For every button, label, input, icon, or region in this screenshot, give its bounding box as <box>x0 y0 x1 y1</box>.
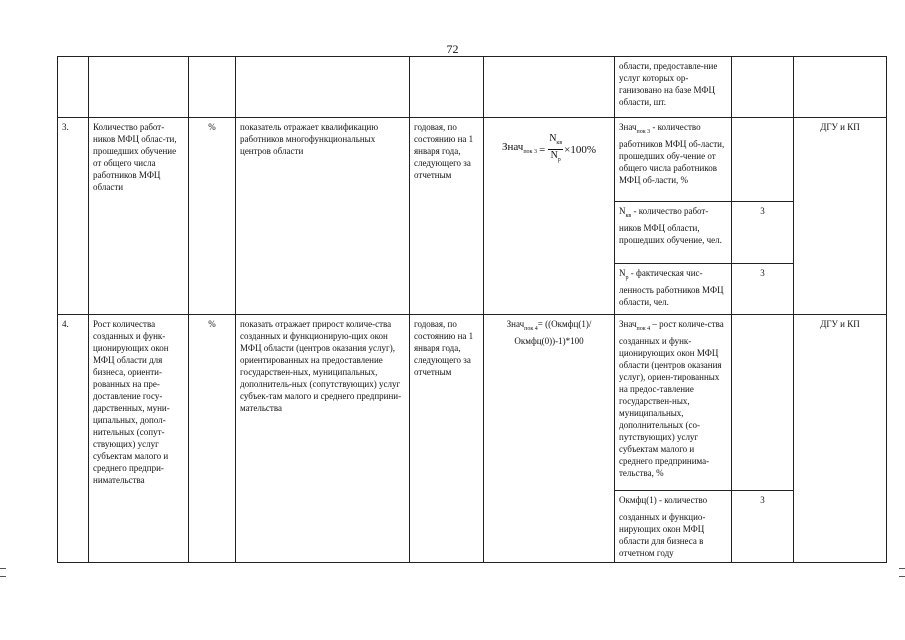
data-source: 3 <box>732 264 794 315</box>
data-source <box>732 118 794 202</box>
scan-edge-mark <box>0 568 6 569</box>
cell-responsible <box>794 57 887 118</box>
indicator-name: Количество работ-ников МФЦ облас-ти, прошедших обучение от общего числа работников МФЦ области <box>89 118 189 315</box>
indicator-name: Рост количества созданных и функ-ционирующих окон МФЦ области для бизнеса, ориенти-рованных на пре-доставление госу-дарственных, муни-ципальных, допол-нительных (сопут-ствующих) услуг субъектам малого и среднего предпри-нимательства <box>89 315 189 563</box>
data-source: 3 <box>732 491 794 563</box>
cell-variable-descr <box>615 57 732 118</box>
unit: % <box>189 315 236 563</box>
formula-fraction: $\frac{N_{кв}}{N_р}$ <box>549 133 563 163</box>
unit: % <box>189 118 236 315</box>
variable-description: $N_р$ - фактическая чис-ленность работников МФЦ области, чел. <box>615 264 732 315</box>
formula-cell <box>484 315 615 563</box>
table-row-4 <box>58 315 887 491</box>
scan-edge-mark <box>0 576 6 577</box>
table-row-3 <box>58 118 887 202</box>
periodicity: годовая, по состоянию на 1 января года, следующего за отчетным <box>410 118 484 315</box>
cell-num <box>58 57 89 118</box>
indicator-table <box>57 56 887 563</box>
row-number: 3. <box>58 118 89 315</box>
variable-description: Окмфц(1) - количество созданных и функцио-нирующих окон МФЦ области для бизнеса в отчетном году <box>615 491 732 563</box>
cell-meaning <box>236 57 410 118</box>
data-source: 3 <box>732 202 794 264</box>
periodicity: годовая, по состоянию на 1 января года, следующего за отчетным <box>410 315 484 563</box>
cell-unit <box>189 57 236 118</box>
cell-source <box>732 57 794 118</box>
cell-period <box>410 57 484 118</box>
indicator-meaning: показатель отражает квалификацию работников многофункциональных центров области <box>236 118 410 315</box>
cell-formula <box>484 57 615 118</box>
responsible: ДГУ и КП <box>794 118 887 315</box>
variable-description: Знач$_{пок 3}$ - количество работников МФЦ об-ласти, прошедших обу-чение от общего числа работников МФЦ об-ласти, % <box>615 118 732 202</box>
formula-cell <box>484 118 615 315</box>
indicator-meaning: показать отражает прирост количе-ства созданных и функционирую-щих окон МФЦ области (центров оказания услуг), ориентированных на предоставление государствен-ных, муниципальных, дополнитель-ных (сопутствующих) услуг субъек-там малого и среднего предприни-мательства <box>236 315 410 563</box>
page-number: 72 <box>446 42 459 56</box>
formula: Знач$_{пок 3}$ = $\frac{N_{кв}}{N_р}$ ×100% <box>488 133 610 166</box>
variable-description: области, предоставле-ние услуг которых ор-ганизовано на базе МФЦ области, шт. <box>619 61 718 107</box>
responsible: ДГУ и КП <box>794 315 887 563</box>
scan-edge-mark <box>899 576 905 577</box>
formula: Знач$_{пок 4}$= ((Окмфц(1)/ Окмфц(0))-1)*100 <box>506 319 592 346</box>
table-row-continuation <box>58 57 887 118</box>
variable-description: Знач$_{пок 4}$ – рост количе-ства созданных и функ-ционирующих окон МФЦ области (центров оказания услуг), ориен-тированных на предос-тавление государствен-ных, муниципальных, дополнительных (со-путствующих) услуг субъектам малого и среднего предпринима-тельства, % <box>615 315 732 491</box>
variable-description: $N_{кв}$ - количество работ-ников МФЦ области, прошедших обучение, чел. <box>615 202 732 264</box>
data-source <box>732 315 794 491</box>
cell-name <box>89 57 189 118</box>
row-number: 4. <box>58 315 89 563</box>
scan-edge-mark <box>899 568 905 569</box>
